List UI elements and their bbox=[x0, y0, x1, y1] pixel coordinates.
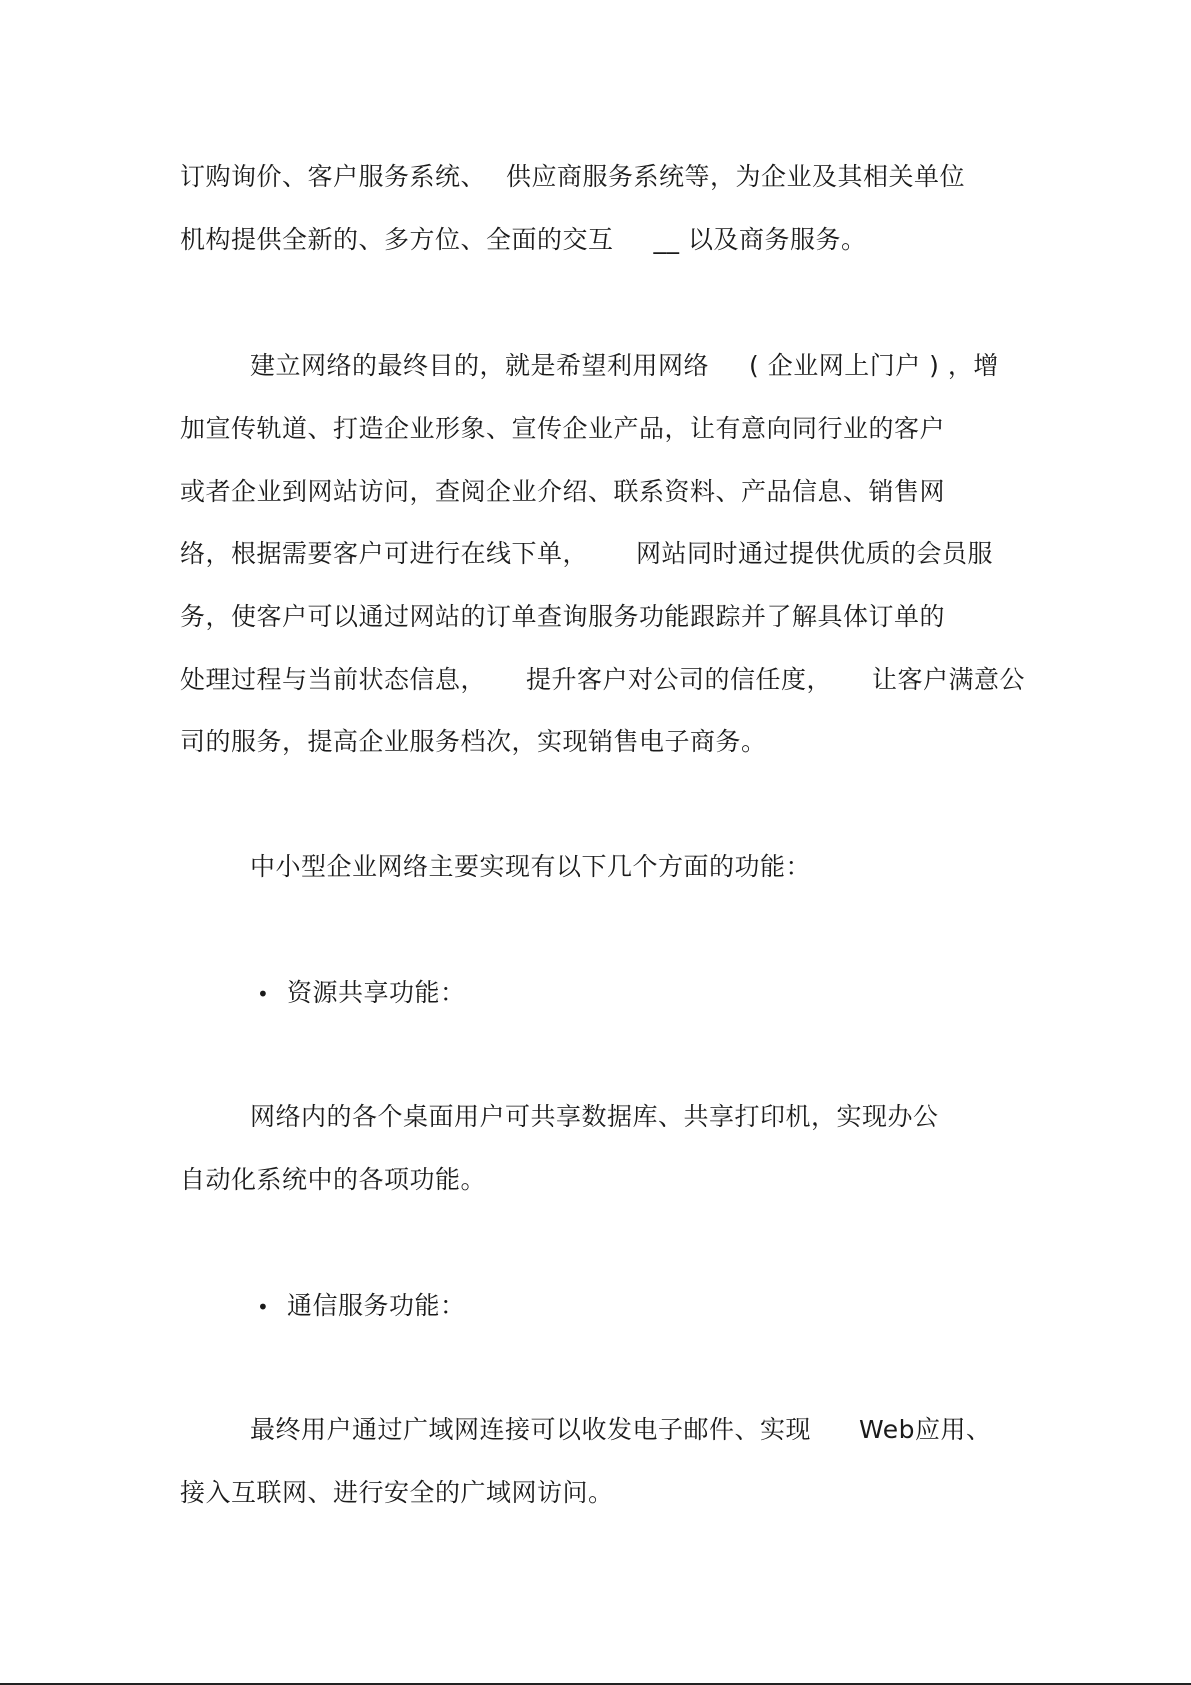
text-segment: 机构提供全新的、多方位、全面的交互 bbox=[180, 225, 614, 254]
text-segment: Web应用、 bbox=[859, 1415, 992, 1444]
text-segment: 最终用户通过广域网连接可以收发电子邮件、实现 bbox=[250, 1415, 812, 1444]
paragraph-2-line-3: 或者企业到网站访问，查阅企业介绍、联系资料、产品信息、销售网 bbox=[180, 477, 946, 506]
text-segment: 建立网络的最终目的，就是希望利用网络 bbox=[250, 351, 710, 380]
paragraph-2-line-6 bbox=[180, 663, 1025, 697]
paragraph-2-line-2: 加宣传轨道、打造企业形象、宣传企业产品，让有意向同行业的客户 bbox=[180, 414, 946, 443]
paragraph-2-line-1 bbox=[250, 349, 999, 383]
paragraph-4-line-1: 网络内的各个桌面用户可共享数据库、共享打印机，实现办公 bbox=[250, 1102, 939, 1131]
text-segment: 让客户满意公 bbox=[872, 665, 1026, 694]
paragraph-1-line-2 bbox=[180, 223, 866, 257]
text-segment: 提升客户对公司的信任度， bbox=[526, 665, 833, 694]
bullet-icon: • bbox=[257, 982, 270, 1006]
paragraph-2-line-4 bbox=[180, 537, 993, 571]
paragraph-2-line-7: 司的服务，提高企业服务档次，实现销售电子商务。 bbox=[180, 727, 767, 756]
paragraph-5-line-2: 接入互联网、进行安全的广域网访问。 bbox=[180, 1478, 614, 1507]
text-segment: 订购询价、客户服务系统、 bbox=[180, 162, 487, 191]
text-segment: 处理过程与当前状态信息， bbox=[180, 665, 487, 694]
text-segment: 络，根据需要客户可进行在线下单， bbox=[180, 539, 589, 568]
paragraph-5-line-1 bbox=[250, 1413, 992, 1447]
bullet-label: 通信服务功能： bbox=[287, 1291, 466, 1320]
paragraph-1-line-1 bbox=[180, 160, 965, 194]
paragraph-3: 中小型企业网络主要实现有以下几个方面的功能： bbox=[250, 852, 812, 881]
text-segment: 供应商服务系统等，为企业及其相关单位 bbox=[506, 162, 966, 191]
bullet-icon: • bbox=[257, 1295, 270, 1319]
bullet-item-communication bbox=[257, 1289, 466, 1324]
paragraph-2-line-5: 务，使客户可以通过网站的订单查询服务功能跟踪并了解具体订单的 bbox=[180, 602, 946, 631]
bullet-label: 资源共享功能： bbox=[287, 978, 466, 1007]
text-segment: 网站同时通过提供优质的会员服 bbox=[636, 539, 994, 568]
text-segment: ( 企业网上门户 ) ，增 bbox=[749, 351, 999, 380]
bullet-item-resource-sharing bbox=[257, 976, 466, 1011]
paragraph-4-line-2: 自动化系统中的各项功能。 bbox=[180, 1165, 487, 1194]
text-segment: __ 以及商务服务。 bbox=[653, 225, 867, 254]
